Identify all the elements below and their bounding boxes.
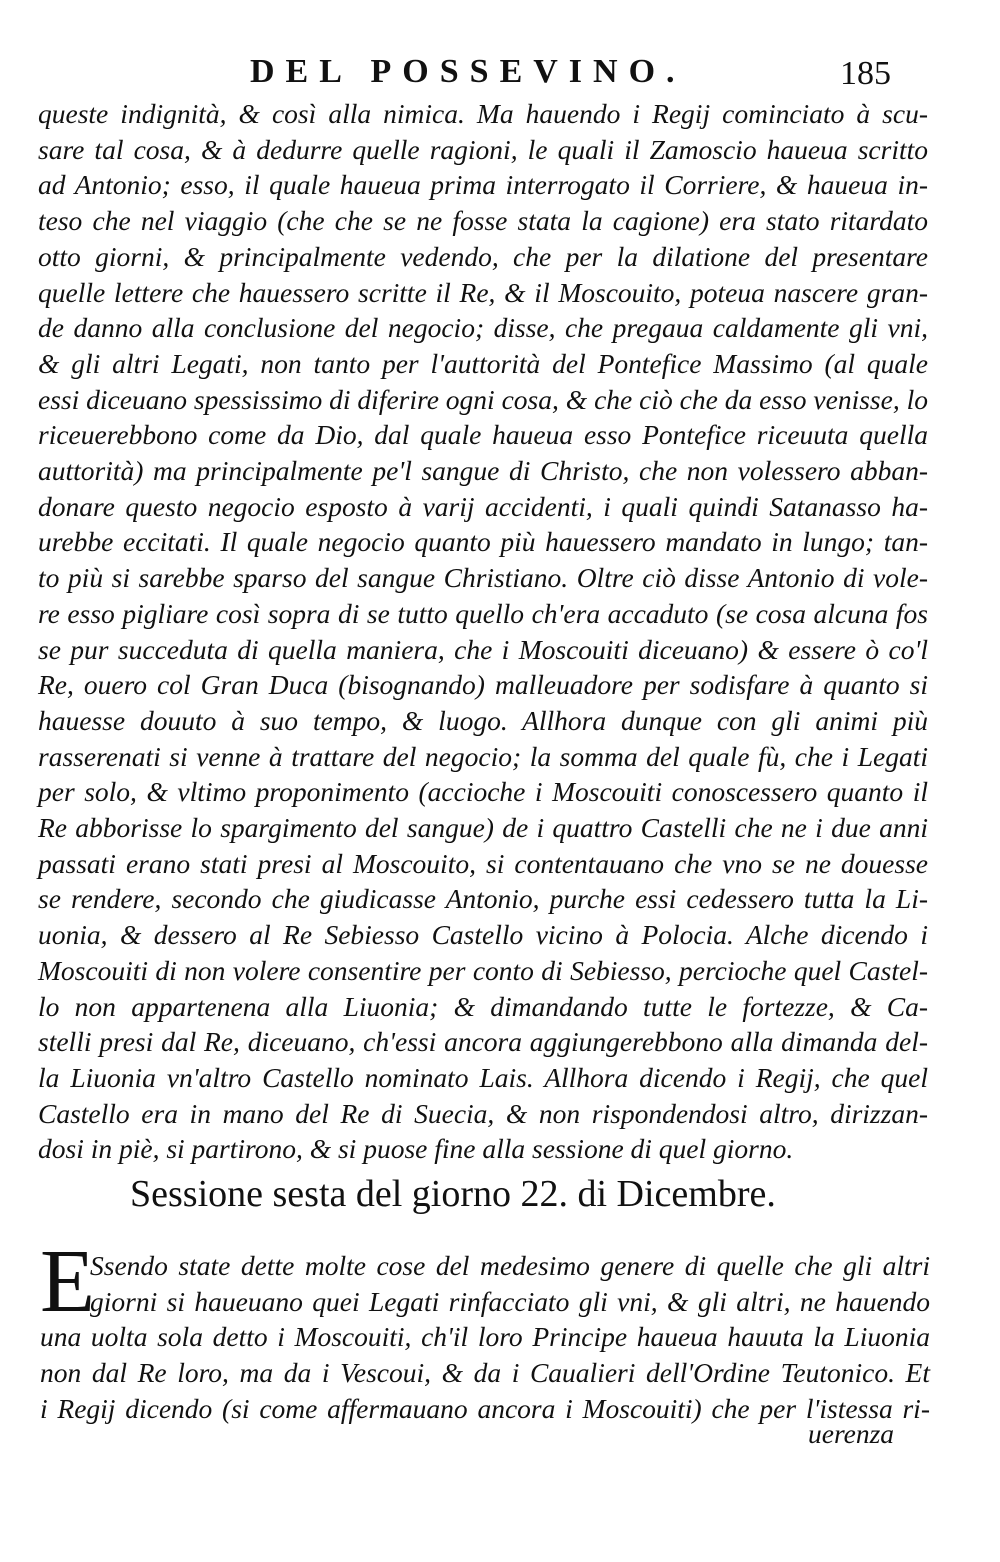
text-line: Re abborisse lo spargimento del sangue) de i quattro Castelli che ne i due anni	[38, 812, 928, 844]
text-line: se rendere, secondo che giudicasse Antonio, purche essi cedessero tutta la Li-	[38, 883, 928, 915]
text-line: Castello era in mano del Re di Suecia, & non rispondendosi altro, dirizzan-	[38, 1097, 928, 1129]
text-line: to più si sarebbe sparso del sangue Christiano. Oltre ciò disse Antonio di vole-	[38, 562, 928, 594]
text-line: hauesse douuto à suo tempo, & luogo. Allhora dunque con gli animi più	[38, 704, 928, 736]
text-line: Moscouiti di non volere consentire per conto di Sebiesso, percioche quel Castel-	[38, 954, 928, 986]
text-line: donare questo negocio esposto à varij accidenti, i quali quindi Satanasso ha-	[38, 490, 928, 522]
text-line: de danno alla conclusione del negocio; disse, che pregaua caldamente gli vni,	[38, 312, 928, 344]
text-line: Ssendo state dette molte cose del medesimo genere di quelle che gli altri	[90, 1250, 930, 1281]
text-line: quelle lettere che hauessero scritte il Re, & il Moscouito, poteua nascere gran-	[38, 276, 928, 308]
text-line: ad Antonio; esso, il quale haueua prima interrogato il Corriere, & haueua in-	[38, 169, 928, 201]
text-line: non dal Re loro, ma da i Vescoui, & da i Caualieri dell'Ordine Teutonico. Et	[40, 1357, 930, 1389]
section-heading: Sessione sesta del giorno 22. di Dicembre.	[130, 1173, 776, 1215]
text-line: dosi in piè, si partirono, & si puose fine alla sessione di quel giorno.	[38, 1133, 794, 1165]
text-line: se pur succeduta di quella maniera, che i Moscouiti diceuano) & essere ò co'l	[38, 633, 928, 665]
section-body	[40, 1232, 930, 1427]
text-line: lo non appartenena alla Liuonia; & dimandando tutte le fortezze, & Ca-	[38, 990, 928, 1022]
text-line: rasserenati si venne à trattare del negocio; la somma del quale fù, che i Legati	[38, 740, 928, 772]
text-line: auttorità) ma principalmente pe'l sangue di Christo, che non volessero abban-	[38, 455, 928, 487]
text-line: teso che nel viaggio (che che se ne fosse stata la cagione) era stato ritardato	[38, 205, 928, 237]
text-line: & gli altri Legati, non tanto per l'auttorità del Pontefice Massimo (al quale	[38, 347, 928, 379]
text-line: passati erano stati presi al Moscouito, si contentauano che vno se ne douesse	[38, 847, 928, 879]
text-line: i Regij dicendo (si come affermauano ancora i Moscouiti) che per l'istessa ri-	[40, 1392, 930, 1424]
text-line: essi diceuano spessissimo di diferire ogni cosa, & che ciò che da esso venisse, lo	[38, 383, 928, 415]
text-line: Re, ouero col Gran Duca (bisognando) malleuadore per sodisfare à quanto si	[38, 669, 928, 701]
text-line: re esso pigliare così sopra di se tutto quello ch'era accaduto (se cosa alcuna fos	[38, 597, 928, 629]
text-line: sare tal cosa, & à dedurre quelle ragioni, le quali il Zamoscio haueua scritto	[38, 133, 928, 165]
text-line: uonia, & dessero al Re Sebiesso Castello vicino à Polocia. Alche dicendo i	[38, 919, 928, 951]
text-line: una uolta sola detto i Moscouiti, ch'il loro Principe haueua hauuta la Liuonia	[40, 1321, 930, 1353]
text-line: la Liuonia vn'altro Castello nominato Lais. Allhora dicendo i Regij, che quel	[38, 1061, 928, 1093]
drop-cap: E	[40, 1232, 95, 1331]
text-line: stelli presi dal Re, diceuano, ch'essi ancora aggiungerebbono alla dimanda del-	[38, 1026, 928, 1058]
text-line: queste indignità, & così alla nimica. Ma hauendo i Regij cominciato à scu-	[38, 98, 928, 129]
body-text	[38, 96, 928, 1167]
text-line: per solo, & vltimo proponimento (accioche i Moscouiti conoscessero quanto il	[38, 776, 928, 808]
text-line: otto giorni, & principalmente vedendo, che per la dilatione del presentare	[38, 240, 928, 272]
text-line: urebbe eccitati. Il quale negocio quanto più hauessero mandato in lungo; tan-	[38, 526, 928, 558]
page-number: 185	[840, 55, 891, 92]
running-title: DEL POSSEVINO.	[250, 53, 686, 90]
text-line: giorni si haueuano quei Legati rinfacciato gli vni, & gli altri, ne hauendo	[90, 1285, 930, 1317]
catchword: uerenza	[808, 1418, 895, 1449]
text-line: riceuerebbono come da Dio, dal quale haueua esso Pontefice riceuuta quella	[38, 419, 928, 451]
